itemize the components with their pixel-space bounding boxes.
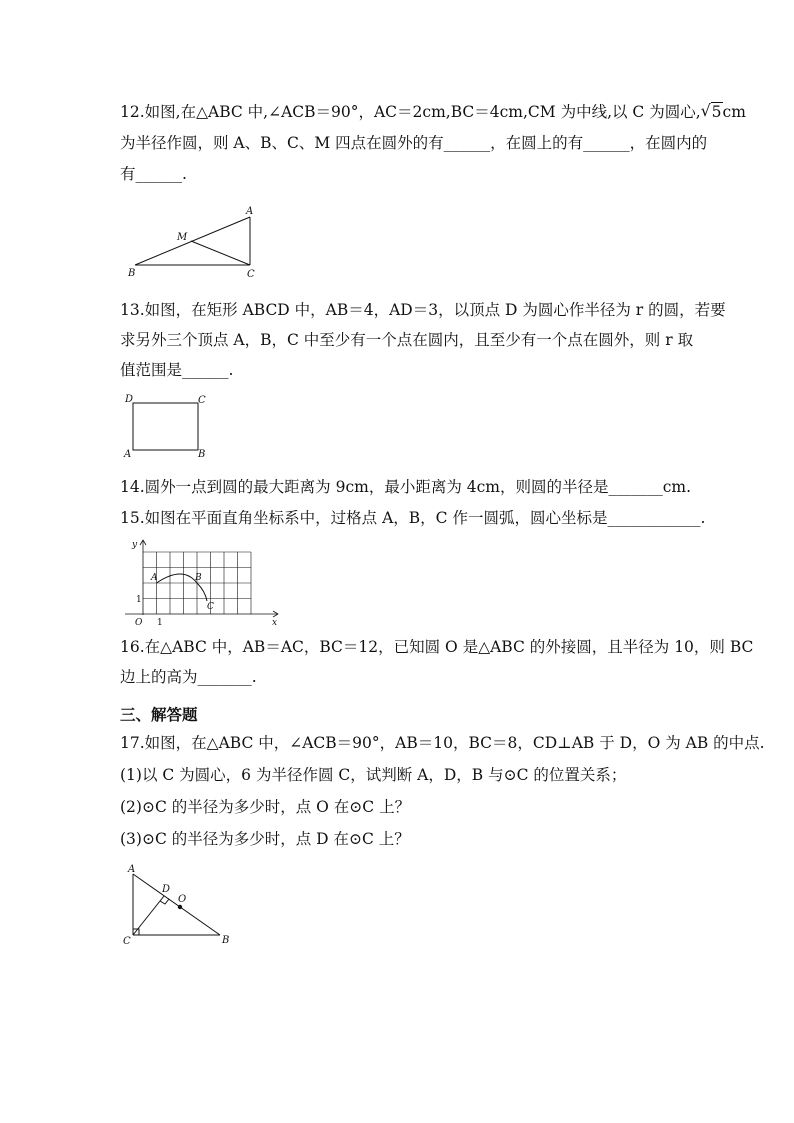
q15-label-one-y: 1 (136, 595, 142, 605)
q13-label-d: D (125, 394, 134, 405)
q14-line-1: 14.圆外一点到圆的最大距离为 9cm，最小距离为 4cm，则圆的半径是_______cm. (120, 478, 692, 496)
section-3-heading: 三、解答题 (120, 705, 198, 724)
q13-line-3: 值范围是______. (120, 361, 234, 379)
q17-line-4: (3)⊙C 的半径为多少时，点 D 在⊙C 上？ (120, 830, 410, 848)
q13-figure (120, 392, 215, 462)
q15-figure (125, 535, 290, 630)
q15-label-y: y (132, 540, 138, 550)
q12-line-2: 为半径作圆，则 A、B、C、M 四点在圆外的有______，在圆上的有______，在圆内的 (120, 134, 708, 152)
q17-label-o: O (178, 894, 187, 905)
q15-label-c: C (207, 602, 214, 612)
q17-edge-ab (133, 874, 220, 935)
q15-label-b: B (195, 573, 202, 583)
q12-figure (125, 200, 265, 280)
q13-label-c: C (198, 395, 206, 406)
q16-line-1: 16.在△ABC 中，AB＝AC，BC＝12，已知圆 O 是△ABC 的外接圆，且半径为 10，则 BC (120, 638, 754, 656)
q15-label-x: x (272, 618, 278, 628)
q12-line-3: 有______. (120, 165, 187, 183)
q17-label-b: B (222, 935, 230, 946)
q12-label-c: C (247, 269, 255, 280)
q12-label-a: A (246, 206, 254, 217)
q13-line-2: 求另外三个顶点 A，B，C 中至少有一个点在圆内，且至少有一个点在圆外，则 r 取 (120, 331, 694, 349)
q13-rectangle (133, 403, 198, 450)
q12-line-1 (120, 102, 746, 122)
q15-label-one-x: 1 (157, 618, 163, 628)
q13-label-a: A (124, 449, 132, 460)
q15-line-1: 15.如图在平面直角坐标系中，过格点 A，B，C 作一圆弧，圆心坐标是____________. (120, 509, 706, 527)
q17-line-1: 17.如图，在△ABC 中，∠ACB＝90°，AB＝10，BC＝8，CD⊥AB 于 D，O 为 AB 的中点. (120, 734, 765, 752)
q12-label-m: M (177, 232, 188, 243)
q12-text-1b: cm (722, 103, 746, 121)
q16-line-2: 边上的高为_______. (120, 668, 257, 686)
q15-label-a: A (151, 573, 158, 583)
q17-label-c: C (123, 936, 131, 947)
q12-median-cm (191, 241, 250, 265)
q17-figure (120, 862, 245, 952)
q17-line-2: (1)以 C 为圆心，6 为半径作圆 C，试判断 A，D，B 与⊙C 的位置关系； (120, 766, 627, 784)
q12-label-b: B (128, 268, 136, 279)
q13-label-b: B (198, 449, 206, 460)
q17-point-o (178, 905, 182, 909)
q17-label-d: D (162, 884, 171, 895)
q12-text-1a: 12.如图,在△ABC 中,∠ACB＝90°，AC＝2cm,BC＝4cm,CM 为中线,以 C 为圆心, (120, 103, 701, 121)
q17-line-3: (2)⊙C 的半径为多少时，点 O 在⊙C 上？ (120, 798, 411, 816)
sqrt-symbol (701, 102, 723, 122)
q12-sqrt-value: 5 (711, 103, 722, 121)
q13-line-1: 13.如图，在矩形 ABCD 中，AB＝4，AD＝3，以顶点 D 为圆心作半径为 r 的圆，若要 (120, 301, 726, 319)
q15-label-o: O (135, 618, 143, 628)
q17-label-a: A (128, 864, 136, 875)
